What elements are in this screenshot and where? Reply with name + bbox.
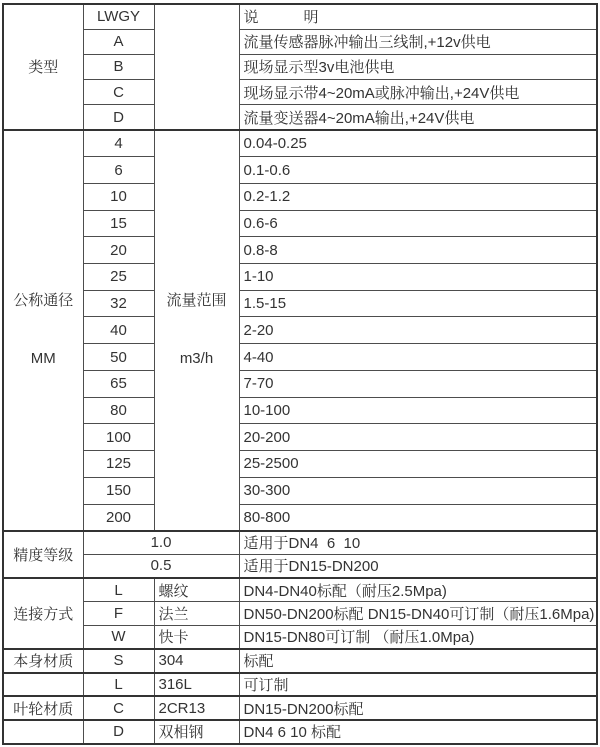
- flow-range-cell: 0.1-0.6: [239, 157, 597, 184]
- dn-size-cell: 150: [83, 477, 154, 504]
- diameter-label-line2: MM: [30, 350, 56, 368]
- type-code-cell: C: [83, 80, 154, 105]
- material-name-cell: 316L: [154, 673, 239, 697]
- material-code-cell: D: [83, 720, 154, 744]
- flow-range-cell: 4-40: [239, 344, 597, 371]
- table-row: [3, 130, 597, 157]
- connection-code-cell: L: [83, 578, 154, 602]
- connection-desc-cell: DN4-DN40标配（耐压2.5Mpa): [239, 578, 597, 602]
- dn-size-cell: 65: [83, 370, 154, 397]
- dn-size-cell: 50: [83, 344, 154, 371]
- material-code-cell: L: [83, 673, 154, 697]
- table-row: [3, 477, 597, 504]
- header-description-cell: 说 明: [239, 4, 597, 29]
- section-label-diameter: [3, 130, 83, 531]
- diameter-label-line1: 公称通径: [13, 291, 74, 309]
- connection-name-cell: 快卡: [154, 625, 239, 649]
- section-label-body-material: 本身材质: [3, 649, 83, 673]
- flow-range-cell: 10-100: [239, 397, 597, 424]
- table-row: [3, 720, 597, 744]
- accuracy-grade-cell: 1.0: [83, 531, 239, 555]
- type-desc-cell: 现场显示型3v电池供电: [239, 54, 597, 79]
- section-label-connection: 连接方式: [3, 578, 83, 649]
- flow-range-cell: 0.2-1.2: [239, 183, 597, 210]
- dn-size-cell: 80: [83, 397, 154, 424]
- dn-size-cell: 200: [83, 504, 154, 531]
- type-desc-cell: 现场显示带4~20mA或脉冲输出,+24V供电: [239, 80, 597, 105]
- table-row: [3, 210, 597, 237]
- type-desc-cell: 流量传感器脉冲输出三线制,+12v供电: [239, 29, 597, 54]
- dn-size-cell: 15: [83, 210, 154, 237]
- table-row: [3, 451, 597, 478]
- dn-size-cell: 20: [83, 237, 154, 264]
- material-label-empty-cell: [3, 673, 83, 697]
- flow-range-label: [154, 130, 239, 531]
- type-desc-cell: 流量变送器4~20mA输出,+24V供电: [239, 105, 597, 130]
- flow-range-cell: 2-20: [239, 317, 597, 344]
- flowmeter-spec-table: [2, 3, 598, 745]
- dn-size-cell: 6: [83, 157, 154, 184]
- table-row: [3, 370, 597, 397]
- flow-range-cell: 7-70: [239, 370, 597, 397]
- type-code-cell: A: [83, 29, 154, 54]
- section-label-type: 类型: [3, 4, 83, 130]
- table-row: [3, 504, 597, 531]
- table-row: [3, 424, 597, 451]
- flow-range-cell: 30-300: [239, 477, 597, 504]
- table-row: [3, 237, 597, 264]
- section-label-impeller-material: 叶轮材质: [3, 696, 83, 720]
- flow-range-cell: 0.04-0.25: [239, 130, 597, 157]
- connection-name-cell: 螺纹: [154, 578, 239, 602]
- table-row: [3, 157, 597, 184]
- flow-range-cell: 1-10: [239, 264, 597, 291]
- table-row: [3, 317, 597, 344]
- type-code-cell: B: [83, 54, 154, 79]
- flow-range-cell: 1.5-15: [239, 290, 597, 317]
- dn-size-cell: 32: [83, 290, 154, 317]
- material-code-cell: C: [83, 696, 154, 720]
- dn-size-cell: 40: [83, 317, 154, 344]
- dn-size-cell: 100: [83, 424, 154, 451]
- material-desc-cell: 标配: [239, 649, 597, 673]
- connection-code-cell: W: [83, 625, 154, 649]
- table-row: [3, 673, 597, 697]
- table-row: [3, 649, 597, 673]
- flow-range-cell: 0.8-8: [239, 237, 597, 264]
- table-row: [3, 4, 597, 29]
- type-code-cell: D: [83, 105, 154, 130]
- table-row: [3, 344, 597, 371]
- table-row: [3, 531, 597, 555]
- table-row: [3, 554, 597, 578]
- material-name-cell: 2CR13: [154, 696, 239, 720]
- section-label-accuracy: 精度等级: [3, 531, 83, 578]
- dn-size-cell: 4: [83, 130, 154, 157]
- material-label-empty-cell: [3, 720, 83, 744]
- flow-label-line1: 流量范围: [166, 291, 227, 309]
- material-name-cell: 304: [154, 649, 239, 673]
- dn-size-cell: 125: [83, 451, 154, 478]
- dn-size-cell: 25: [83, 264, 154, 291]
- connection-desc-cell: DN50-DN200标配 DN15-DN40可订制（耐压1.6Mpa): [239, 602, 597, 626]
- spacer-cell: [154, 4, 239, 130]
- table-row: [3, 54, 597, 79]
- table-row: [3, 696, 597, 720]
- material-desc-cell: 可订制: [239, 673, 597, 697]
- flow-range-cell: 0.6-6: [239, 210, 597, 237]
- connection-desc-cell: DN15-DN80可订制 （耐压1.0Mpa): [239, 625, 597, 649]
- table-row: [3, 183, 597, 210]
- table-row: [3, 264, 597, 291]
- flow-label-line2: m3/h: [179, 350, 214, 368]
- connection-code-cell: F: [83, 602, 154, 626]
- material-code-cell: S: [83, 649, 154, 673]
- header-model-cell: LWGY: [83, 4, 154, 29]
- material-desc-cell: DN4 6 10 标配: [239, 720, 597, 744]
- table-row: [3, 29, 597, 54]
- table-row: [3, 625, 597, 649]
- dn-size-cell: 10: [83, 183, 154, 210]
- table-row: [3, 105, 597, 130]
- accuracy-grade-cell: 0.5: [83, 554, 239, 578]
- table-row: [3, 578, 597, 602]
- material-name-cell: 双相钢: [154, 720, 239, 744]
- connection-name-cell: 法兰: [154, 602, 239, 626]
- table-row: [3, 397, 597, 424]
- accuracy-desc-cell: 适用于DN15-DN200: [239, 554, 597, 578]
- flow-range-cell: 80-800: [239, 504, 597, 531]
- table-row: [3, 80, 597, 105]
- flow-range-cell: 25-2500: [239, 451, 597, 478]
- accuracy-desc-cell: 适用于DN4 6 10: [239, 531, 597, 555]
- table-row: [3, 290, 597, 317]
- material-desc-cell: DN15-DN200标配: [239, 696, 597, 720]
- flow-range-cell: 20-200: [239, 424, 597, 451]
- table-row: [3, 602, 597, 626]
